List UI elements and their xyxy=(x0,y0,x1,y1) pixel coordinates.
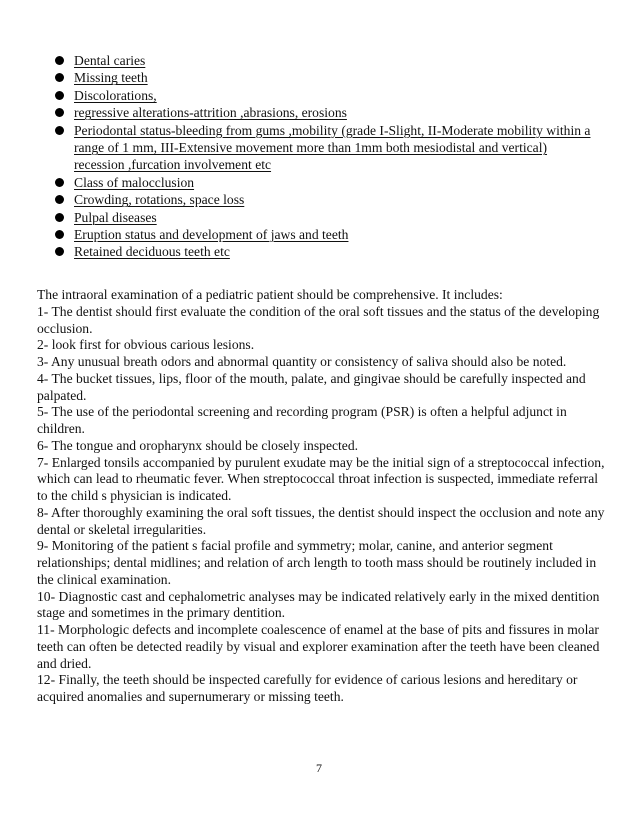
list-item xyxy=(55,122,595,174)
bullet-icon xyxy=(55,178,64,187)
intraoral-examination-section xyxy=(37,287,605,706)
numbered-item: 10- Diagnostic cast and cephalometric analyses may be indicated relatively early in the mixed dentition stage and sometimes in the primary dentition. xyxy=(37,588,600,621)
list-item-text: Missing teeth xyxy=(74,70,148,86)
list-item xyxy=(55,174,595,191)
list-item-text: Dental caries xyxy=(74,53,146,68)
bullet-icon xyxy=(55,195,64,204)
examination-findings-list xyxy=(55,52,595,261)
bullet-icon xyxy=(55,230,64,239)
bullet-icon xyxy=(55,56,64,65)
numbered-item: 4- The bucket tissues, lips, floor of the mouth, palate, and gingivae should be carefully inspected and palpated. xyxy=(37,370,586,403)
bullet-icon xyxy=(55,126,64,135)
numbered-item: 7- Enlarged tonsils accompanied by purulent exudate may be the initial sign of a streptococcal infection, which can lead to rheumatic fever. When streptococcal throat infection is suspected, immediate referral to the child s physician is indicated. xyxy=(37,454,605,503)
bullet-icon xyxy=(55,247,64,256)
bullet-icon xyxy=(55,73,64,82)
list-item-text: Crowding, rotations, space loss xyxy=(74,192,245,208)
numbered-item: 8- After thoroughly examining the oral soft tissues, the dentist should inspect the occlusion and note any dental or skeletal irregularities. xyxy=(37,504,605,537)
list-item-text: Pulpal diseases xyxy=(74,209,157,225)
list-item xyxy=(55,52,595,69)
numbered-item: 2- look first for obvious carious lesions. xyxy=(37,337,255,353)
list-item-text: Periodontal status-bleeding from gums ,mobility (grade I-Slight, II-Moderate mobility within a range of 1 mm, III-Extensive movement more than 1mm both mesiodistal and vertical) recession ,furcation involvement etc xyxy=(74,122,591,173)
list-item xyxy=(55,69,595,86)
list-item xyxy=(55,209,595,226)
numbered-item: 6- The tongue and oropharynx should be closely inspected. xyxy=(37,437,359,453)
list-item-text: regressive alterations-attrition ,abrasions, erosions xyxy=(74,105,347,121)
bullet-icon xyxy=(55,108,64,117)
numbered-item: 5- The use of the periodontal screening and recording program (PSR) is often a helpful adjunct in children. xyxy=(37,404,567,436)
list-item-text: Discolorations, xyxy=(74,87,157,103)
numbered-item: 12- Finally, the teeth should be inspected carefully for evidence of carious lesions and hereditary or acquired anomalies and supernumerary or missing teeth. xyxy=(37,672,578,704)
numbered-item: 3- Any unusual breath odors and abnormal quantity or consistency of saliva should also be noted. xyxy=(37,354,567,369)
intro-paragraph: The intraoral examination of a pediatric patient should be comprehensive. It includes: xyxy=(37,287,503,302)
numbered-item: 9- Monitoring of the patient s facial profile and symmetry; molar, canine, and anterior segment relationships; dental midlines; and relation of arch length to tooth mass should be routinely included in the clinical examination. xyxy=(37,538,597,587)
list-item-text: Class of malocclusion xyxy=(74,174,195,190)
list-item xyxy=(55,243,595,260)
list-item-text: Eruption status and development of jaws and teeth xyxy=(74,227,349,243)
numbered-item: 11- Morphologic defects and incomplete coalescence of enamel at the base of pits and fissures in molar teeth can often be detected readily by visual and explorer examination after the teeth have been cleaned and dried. xyxy=(37,622,600,671)
list-item xyxy=(55,226,595,243)
list-item xyxy=(55,104,595,121)
list-item-text: Retained deciduous teeth etc xyxy=(74,244,230,260)
list-item xyxy=(55,191,595,208)
list-item xyxy=(55,87,595,104)
bullet-icon xyxy=(55,213,64,222)
bullet-icon xyxy=(55,91,64,100)
numbered-item: 1- The dentist should first evaluate the condition of the oral soft tissues and the status of the developing occlusion. xyxy=(37,303,600,336)
page-number: 7 xyxy=(316,761,322,775)
